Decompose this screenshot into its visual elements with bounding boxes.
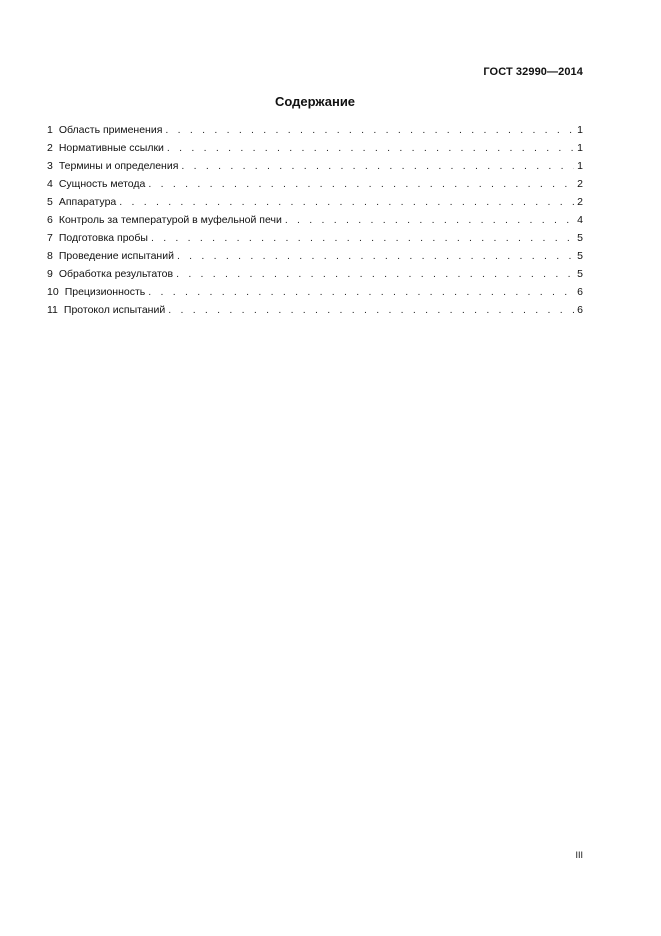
toc-item-page: 1: [577, 160, 583, 172]
toc-item[interactable]: [47, 193, 583, 211]
toc-item[interactable]: [47, 247, 583, 265]
toc-item-label: Область применения: [58, 124, 163, 136]
toc-item[interactable]: [47, 283, 583, 301]
toc-item[interactable]: [47, 121, 583, 139]
toc-leader-dots: [119, 193, 574, 211]
toc-item-number: 1: [47, 124, 53, 136]
toc-item[interactable]: [47, 265, 583, 283]
toc-item-number: 7: [47, 232, 53, 244]
toc-item-number: 2: [47, 142, 53, 154]
toc-leader-dots: [148, 283, 574, 301]
toc-item-page: 2: [577, 196, 583, 208]
toc-item-page: 5: [577, 250, 583, 262]
toc-leader-dots: [167, 139, 574, 157]
toc-item-page: 6: [577, 304, 583, 316]
toc-item-number: 8: [47, 250, 53, 262]
toc-item-page: 5: [577, 268, 583, 280]
toc-item-number: 5: [47, 196, 53, 208]
page-number: III: [575, 850, 583, 860]
toc-item-label: Нормативные ссылки: [58, 142, 164, 154]
toc-item-page: 6: [577, 286, 583, 298]
toc-leader-dots: [165, 121, 574, 139]
toc-item-page: 1: [577, 142, 583, 154]
toc-item[interactable]: [47, 229, 583, 247]
toc-item-number: 6: [47, 214, 53, 226]
toc-title: Содержание: [274, 94, 356, 109]
toc-leader-dots: [148, 175, 574, 193]
toc-leader-dots: [181, 157, 574, 175]
toc-item-label: Контроль за температурой в муфельной печи: [58, 214, 282, 226]
toc-item-label: Подготовка пробы: [58, 232, 148, 244]
toc-item-label: Проведение испытаний: [58, 250, 174, 262]
toc-leader-dots: [285, 211, 574, 229]
toc-item-page: 2: [577, 178, 583, 190]
toc-item[interactable]: [47, 211, 583, 229]
toc-item-label: Протокол испытаний: [63, 304, 166, 316]
toc-item-number: 11: [47, 304, 58, 316]
toc-item-label: Аппаратура: [58, 196, 117, 208]
toc-item[interactable]: [47, 157, 583, 175]
toc-leader-dots: [176, 265, 574, 283]
document-code: ГОСТ 32990—2014: [483, 66, 583, 78]
toc-list: [47, 121, 583, 319]
toc-leader-dots: [168, 301, 574, 319]
toc-item-number: 4: [47, 178, 53, 190]
toc-item-page: 5: [577, 232, 583, 244]
toc-item[interactable]: [47, 139, 583, 157]
toc-leader-dots: [151, 229, 574, 247]
toc-item-number: 9: [47, 268, 53, 280]
toc-item-page: 1: [577, 124, 583, 136]
toc-item-label: Сущность метода: [58, 178, 146, 190]
toc-item-label: Прецизионность: [64, 286, 146, 298]
toc-item[interactable]: [47, 175, 583, 193]
toc-item-label: Обработка результатов: [58, 268, 174, 280]
toc-item-label: Термины и определения: [58, 160, 179, 172]
toc-item-number: 10: [47, 286, 59, 298]
toc-item[interactable]: [47, 301, 583, 319]
toc-item-page: 4: [577, 214, 583, 226]
toc-item-number: 3: [47, 160, 53, 172]
toc-leader-dots: [177, 247, 574, 265]
